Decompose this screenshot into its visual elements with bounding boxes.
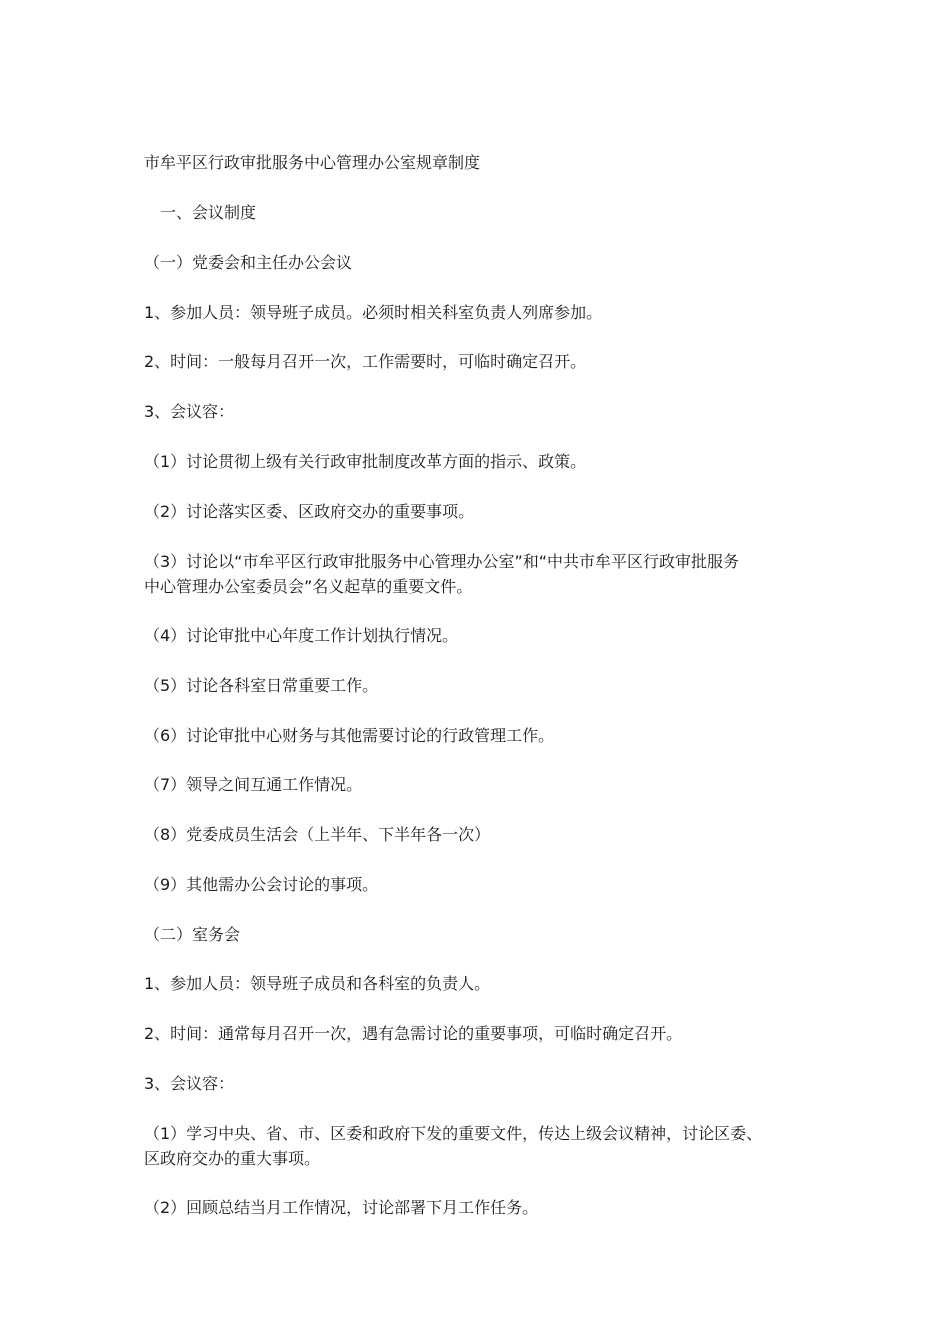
- list-item: （8）党委成员生活会（上半年、下半年各一次）: [144, 825, 491, 844]
- paragraph: 1、参加人员：领导班子成员和各科室的负责人。: [144, 974, 491, 993]
- paragraph: 3、会议容：: [144, 1074, 235, 1093]
- list-item: （3）讨论以“市牟平区行政审批服务中心管理办公室”和“中共市牟平区行政审批服务: [144, 552, 740, 571]
- section-heading: 一、会议制度: [144, 203, 257, 222]
- list-item: （7）领导之间互通工作情况。: [144, 775, 363, 794]
- subsection-heading: （一）党委会和主任办公会议: [144, 253, 353, 272]
- paragraph: 2、时间：通常每月召开一次，遇有急需讨论的重要事项，可临时确定召开。: [144, 1024, 683, 1043]
- paragraph: 2、时间：一般每月召开一次，工作需要时，可临时确定召开。: [144, 352, 587, 371]
- list-item: （1）讨论贯彻上级有关行政审批制度改革方面的指示、政策。: [144, 452, 587, 471]
- list-item: （6）讨论审批中心财务与其他需要讨论的行政管理工作。: [144, 726, 555, 745]
- subsection-heading: （二）室务会: [144, 925, 241, 944]
- document-title: 市牟平区行政审批服务中心管理办公室规章制度: [144, 153, 481, 172]
- list-item: （5）讨论各科室日常重要工作。: [144, 676, 379, 695]
- list-item: （9）其他需办公会讨论的事项。: [144, 875, 379, 894]
- list-item: （1）学习中央、省、市、区委和政府下发的重要文件，传达上级会议精神，讨论区委、: [144, 1124, 763, 1143]
- paragraph: 1、参加人员：领导班子成员。必须时相关科室负责人列席参加。: [144, 303, 603, 322]
- list-item: （4）讨论审批中心年度工作计划执行情况。: [144, 626, 459, 645]
- list-item: （2）讨论落实区委、区政府交办的重要事项。: [144, 502, 475, 521]
- paragraph: 3、会议容：: [144, 402, 235, 421]
- list-item: （2）回顾总结当月工作情况，讨论部署下月工作任务。: [144, 1198, 539, 1217]
- list-item-continuation: 区政府交办的重大事项。: [144, 1149, 321, 1168]
- list-item-continuation: 中心管理办公室委员会”名义起草的重要文件。: [144, 577, 473, 596]
